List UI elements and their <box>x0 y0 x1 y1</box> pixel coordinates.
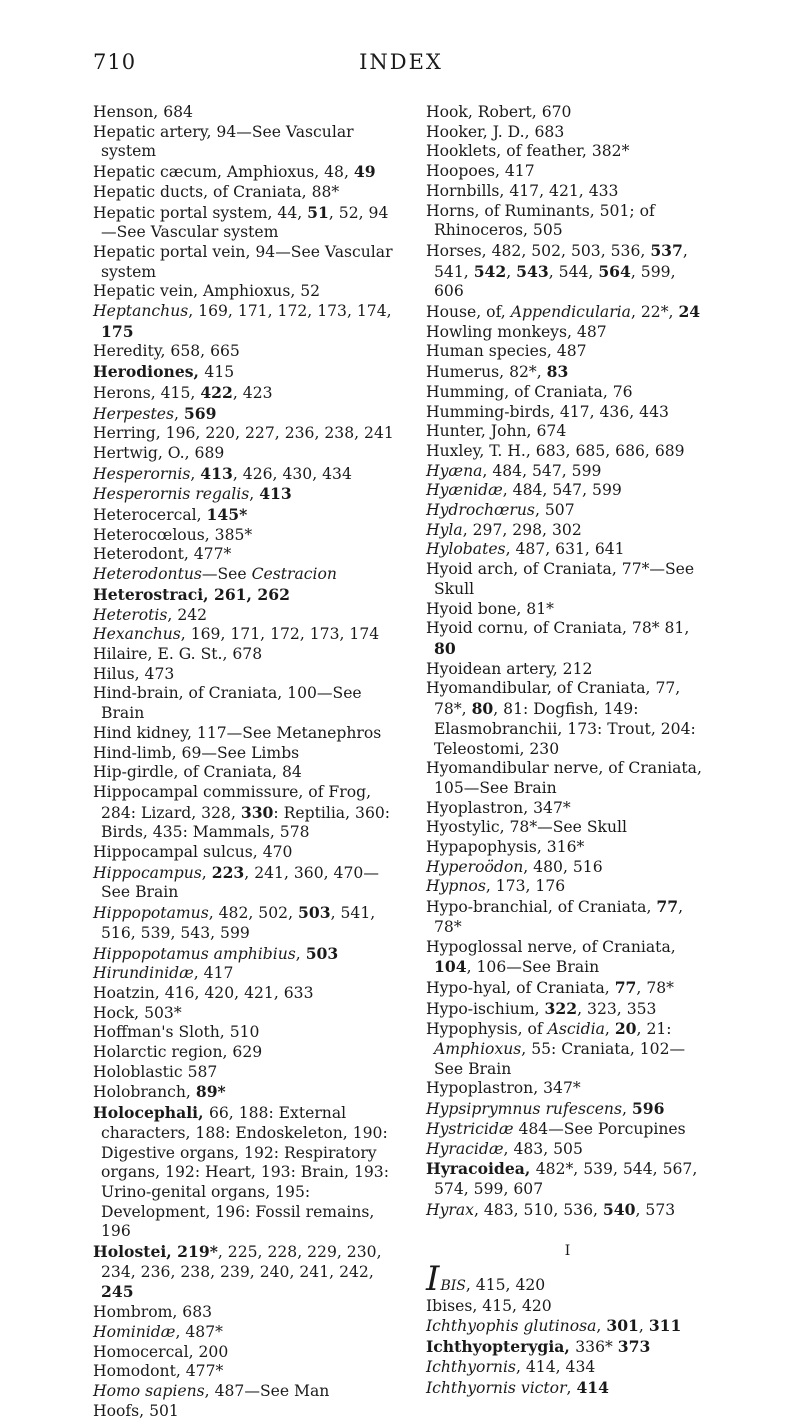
entry-segment: , 323, 353 <box>577 999 657 1018</box>
entry-segment: 569 <box>183 403 217 423</box>
entry-segment: Heterocœlous, 385* <box>93 525 253 544</box>
entry-segment: Cestracion <box>251 565 337 584</box>
index-entry <box>93 863 398 903</box>
index-entry <box>93 162 398 183</box>
index-entry <box>426 1099 710 1120</box>
entry-segment: , <box>174 404 184 423</box>
entry-segment: 542 <box>473 261 507 281</box>
index-entry <box>93 103 398 123</box>
index-entry <box>426 660 710 680</box>
entry-segment: Humming-birds, 417, 436, 443 <box>426 402 669 421</box>
index-entry <box>93 1402 398 1421</box>
index-entry <box>93 625 398 645</box>
entry-segment: , 242 <box>167 605 208 624</box>
entry-segment: 422 <box>200 382 233 402</box>
index-entry <box>426 1358 710 1378</box>
entry-segment: , 78* <box>434 898 684 936</box>
entry-segment: Horns, of Ruminants, 501; of Rhinoceros, 505 <box>426 201 655 240</box>
entry-segment: , 78* <box>636 978 674 997</box>
entry-segment: —See <box>201 565 252 584</box>
entry-segment: 24 <box>678 302 701 322</box>
entry-segment: 373 <box>617 1337 651 1357</box>
entry-segment: Hombrom, 683 <box>93 1303 213 1322</box>
entry-segment: Hoffman's Sloth, 510 <box>93 1023 260 1042</box>
index-entry <box>426 978 710 999</box>
entry-segment: Hypo-hyal, of Craniata, <box>426 978 615 997</box>
entry-segment: , 173, 176 <box>485 877 566 896</box>
index-column-right <box>426 103 710 1398</box>
index-entry <box>426 403 710 423</box>
entry-segment: Hertwig, O., 689 <box>93 443 225 462</box>
entry-segment: , <box>596 1317 607 1336</box>
index-entry <box>93 545 398 565</box>
entry-segment: 503 <box>298 903 331 923</box>
entry-segment: , 106—See Brain <box>466 958 600 977</box>
entry-segment: , 507 <box>534 501 575 520</box>
entry-segment: , 482, 502, <box>208 904 298 923</box>
index-entry <box>93 464 398 485</box>
entry-segment: Heterodont, 477* <box>93 545 232 564</box>
entry-segment: Hydrochœrus <box>426 501 535 520</box>
entry-segment: , 480, 516 <box>523 857 603 876</box>
entry-segment: Hylobates <box>426 540 506 559</box>
entry-segment: Amphioxus <box>434 1040 522 1059</box>
index-entry <box>426 897 710 937</box>
entry-segment: Hook, Robert, 670 <box>426 103 572 121</box>
entry-segment: , 483, 505 <box>503 1139 583 1158</box>
entry-segment: Ichthyopterygia, <box>426 1337 576 1357</box>
entry-segment: , <box>201 863 212 882</box>
index-entry <box>426 383 710 403</box>
entry-segment: Hominidæ <box>93 1322 176 1341</box>
index-entry <box>426 619 710 659</box>
index-entry <box>93 964 398 984</box>
index-entry <box>93 684 398 723</box>
index-entry <box>426 481 710 501</box>
section-letter-i: I <box>564 1243 572 1260</box>
entry-segment: 322 <box>544 998 578 1018</box>
entry-segment: 503 <box>305 943 339 963</box>
page-number: 710 <box>93 50 137 74</box>
index-entry <box>426 422 710 442</box>
entry-segment: 414 <box>576 1377 610 1397</box>
entry-segment: 330 <box>240 802 274 822</box>
entry-segment: Hind-brain, of Craniata, 100—See Brain <box>93 684 362 723</box>
running-head: INDEX <box>359 50 443 74</box>
entry-segment: , 483, 510, 536, <box>473 1200 603 1219</box>
entry-segment: 80 <box>471 699 494 719</box>
entry-segment: Heterotis <box>93 605 168 624</box>
entry-segment: Holostei, 219* <box>93 1242 218 1262</box>
index-entry <box>93 342 398 362</box>
entry-segment: , 169, 171, 172, 173, 174, <box>188 302 392 321</box>
entry-segment: Hypapophysis, 316* <box>426 838 585 857</box>
entry-segment: Hypoglossal nerve, of Craniata, <box>426 937 676 956</box>
index-entry <box>93 724 398 744</box>
entry-segment: , 225, 228, 229, 230, 234, 236, 238, 239, 240, 241, 242, <box>101 1243 382 1281</box>
index-entry <box>93 282 398 302</box>
index-entry <box>426 103 710 123</box>
entry-segment: Humming, of Craniata, 76 <box>426 382 633 401</box>
entry-segment: , 541, 516, 539, 543, 599 <box>101 904 376 942</box>
entry-segment: 482*, 539, 544, 567, 574, 599, 607 <box>434 1160 698 1198</box>
entry-segment: 77 <box>614 977 637 997</box>
index-entry <box>426 342 710 362</box>
entry-segment: , 487, 631, 641 <box>505 540 625 559</box>
entry-segment: 223 <box>211 862 245 882</box>
entry-segment: Hip-girdle, of Craniata, 84 <box>93 763 302 782</box>
page-header <box>93 50 709 80</box>
entry-segment: Herons, 415, <box>93 383 201 402</box>
index-entry <box>426 521 710 541</box>
entry-segment: 564 <box>598 261 631 281</box>
drop-cap-rest: BIS <box>440 1278 466 1295</box>
entry-segment: House, of, <box>426 303 511 322</box>
entry-segment: Hypo-ischium, <box>426 999 545 1018</box>
entry-segment: 83 <box>546 362 569 382</box>
index-entries-i <box>426 1297 710 1399</box>
index-entry <box>426 1079 710 1099</box>
index-entry <box>93 444 398 464</box>
entry-segment: Ichthyornis victor <box>426 1378 567 1397</box>
entry-segment: Homocercal, 200 <box>93 1342 229 1361</box>
entry-segment: Ibises, 415, 420 <box>426 1296 552 1315</box>
entry-segment: , 55: Craniata, 102—See Brain <box>434 1040 686 1078</box>
entry-segment: Herring, 196, 220, 227, 236, 238, 241 <box>93 424 394 443</box>
entry-segment: 245 <box>101 1282 134 1302</box>
index-entry <box>93 383 398 404</box>
index-entry <box>426 1316 710 1337</box>
entry-segment: Appendicularia <box>510 303 631 322</box>
index-entry <box>93 123 398 162</box>
index-entry <box>426 1140 710 1160</box>
index-entry <box>93 665 398 685</box>
entry-segment: Hornbills, 417, 421, 433 <box>426 181 619 200</box>
entry-segment: 413 <box>200 463 233 483</box>
entry-segment: Hyæna <box>426 461 483 480</box>
entry-segment: Hoatzin, 416, 420, 421, 633 <box>93 983 314 1002</box>
entry-segment: Ascidia <box>547 1020 605 1039</box>
entry-segment: Hepatic portal system, 44, <box>93 203 308 222</box>
entry-segment: , 541, <box>434 241 688 281</box>
index-entry <box>93 1023 398 1043</box>
index-entry <box>426 818 710 838</box>
entry-segment: Huxley, T. H., 683, 685, 686, 689 <box>426 441 685 460</box>
entry-segment: Hexanchus <box>93 625 181 644</box>
entry-segment: Human species, 487 <box>426 342 587 361</box>
index-entries-h <box>426 103 710 1220</box>
entry-segment: Hyomandibular nerve, of Craniata, 105—See Brain <box>426 759 702 797</box>
index-entry <box>426 1378 710 1399</box>
entry-segment: 413 <box>259 484 292 504</box>
entry-segment: , 21: <box>636 1020 672 1039</box>
entry-segment: Ichthyophis glutinosa <box>426 1317 597 1336</box>
entry-segment: Ichthyornis <box>426 1357 516 1376</box>
index-entry <box>426 1297 710 1317</box>
entry-segment: Heterostraci, 261, 262 <box>93 584 290 604</box>
index-entry <box>426 123 710 143</box>
entry-segment: Hooker, J. D., 683 <box>426 122 565 141</box>
entry-segment: Hyperoödon <box>426 857 524 876</box>
entry-segment: Hyoid cornu, of Craniata, 78* 81, <box>426 619 690 638</box>
entry-segment: Hock, 503* <box>93 1003 182 1022</box>
entry-segment: , 81: Dogfish, 149: Elasmobranchii, 173: Trout, 204: Teleostomi, 230 <box>434 700 696 758</box>
entry-segment: Hyracidæ <box>426 1139 504 1158</box>
entry-segment: 49 <box>353 162 376 182</box>
entry-segment: Hyracoidea, <box>426 1159 536 1179</box>
index-entry <box>426 1159 710 1199</box>
entry-segment: Howling monkeys, 487 <box>426 322 607 341</box>
entry-segment: Hunter, John, 674 <box>426 422 567 441</box>
entry-segment: 145* <box>206 505 248 525</box>
entry-segment: 66, 188: External characters, 188: Endoskeleton, 190: Digestive organs, 192: Respiratory organs, 192: Heart, 193: Brain, 193: Urino-genital organs, 195: Development, 196: Fossil remains, 196 <box>101 1104 389 1241</box>
entry-segment: 89* <box>195 1082 226 1102</box>
entry-segment: 175 <box>101 321 134 341</box>
entry-segment: , <box>295 944 306 963</box>
entry-segment: 20 <box>614 1019 637 1039</box>
index-entry <box>93 424 398 444</box>
entry-segment: , 484, 547, 599 <box>502 481 622 500</box>
entry-segment: Hypoplastron, 347* <box>426 1079 581 1098</box>
index-entry <box>93 362 398 383</box>
entry-segment: Hirundinidæ <box>93 964 194 983</box>
entry-segment: Heterodontus <box>93 565 202 584</box>
index-entry <box>426 877 710 897</box>
index-entry <box>426 202 710 241</box>
entry-segment: Holobranch, <box>93 1083 196 1102</box>
entry-segment: Hippocampal sulcus, 470 <box>93 843 293 862</box>
index-entry <box>426 540 710 560</box>
index-entry <box>426 1200 710 1221</box>
entry-segment: , 573 <box>635 1200 676 1219</box>
entry-segment: , <box>566 1378 577 1397</box>
entry-segment: , 241, 360, 470—See Brain <box>101 863 379 902</box>
entry-segment: , 22*, <box>630 303 679 322</box>
index-entry <box>93 744 398 764</box>
entry-segment: , <box>638 1317 649 1336</box>
entry-segment: Hypophysis, of <box>426 1020 548 1039</box>
index-entry <box>93 243 398 282</box>
index-entry <box>93 1242 398 1303</box>
index-entry <box>93 203 398 243</box>
index-entry <box>426 759 710 798</box>
entry-segment: , 484, 547, 599 <box>482 461 602 480</box>
entry-segment: 77 <box>656 897 679 917</box>
entry-segment: Hepatic portal vein, 94—See Vascular system <box>93 242 393 281</box>
index-entry <box>93 585 398 606</box>
entry-segment: Hilus, 473 <box>93 664 175 683</box>
entry-segment: , 426, 430, 434 <box>232 464 352 483</box>
index-entry <box>426 858 710 878</box>
index-entry <box>93 783 398 843</box>
index-entry <box>426 1120 710 1140</box>
index-entry <box>426 999 710 1020</box>
entry-segment: Homodont, 477* <box>93 1362 224 1381</box>
index-entry <box>93 944 398 965</box>
index-entry <box>93 1063 398 1083</box>
entry-segment: Heredity, 658, 665 <box>93 342 240 361</box>
index-entry <box>93 1343 398 1363</box>
entry-segment: Holarctic region, 629 <box>93 1043 263 1062</box>
entry-segment: Hepatic artery, 94—See Vascular system <box>93 122 354 161</box>
entry-segment: Hypnos <box>426 877 486 896</box>
entry-segment: 484—See Porcupines <box>513 1119 686 1138</box>
entry-segment: Hind-limb, 69—See Limbs <box>93 743 300 762</box>
entry-segment: Hesperornis <box>93 464 191 483</box>
entry-segment: 415 <box>204 363 235 382</box>
index-entry <box>426 462 710 482</box>
entry-pages: , 415, 420 <box>465 1276 546 1295</box>
index-entry <box>93 1323 398 1343</box>
index-entry <box>93 302 398 342</box>
entry-segment: , <box>190 464 201 483</box>
entry-segment: Heterocercal, <box>93 506 207 525</box>
entry-segment: Hippocampus <box>93 863 202 882</box>
index-entry <box>426 1337 710 1358</box>
entry-segment: , 544, <box>548 262 599 281</box>
entry-segment: Holocephali, <box>93 1103 209 1123</box>
entry-segment: Hyrax <box>426 1200 474 1219</box>
entry-segment: 596 <box>631 1099 665 1119</box>
index-column-left <box>93 103 398 1421</box>
entry-segment: Hoofs, 501 <box>93 1401 179 1420</box>
index-entry <box>426 302 710 323</box>
entry-segment: Hippopotamus amphibius <box>93 944 296 963</box>
entry-segment: 80 <box>434 638 456 658</box>
entry-segment: Humerus, 82*, <box>426 363 547 382</box>
entry-segment: , 599, 606 <box>434 262 676 301</box>
index-entry <box>93 1382 398 1402</box>
entry-segment: Hoopoes, 417 <box>426 162 535 181</box>
index-entry <box>93 1103 398 1242</box>
index-entry <box>93 606 398 626</box>
entry-segment: Hyomandibular, of Craniata, 77, 78*, <box>426 679 681 719</box>
entry-segment: Hyænidæ <box>426 481 503 500</box>
index-entry <box>426 501 710 521</box>
entry-segment: Hypo-branchial, of Craniata, <box>426 898 657 917</box>
entry-segment: Hilaire, E. G. St., 678 <box>93 644 263 663</box>
entry-segment: Hepatic ducts, of Craniata, 88* <box>93 182 340 201</box>
entry-segment: , 414, 434 <box>515 1357 596 1376</box>
index-entry <box>426 162 710 182</box>
index-entry <box>426 838 710 858</box>
index-entry <box>93 1082 398 1103</box>
entry-segment: 104 <box>434 957 467 977</box>
index-entry <box>93 505 398 526</box>
index-entry <box>426 679 710 759</box>
entry-segment: , <box>621 1100 632 1119</box>
entry-segment: Hyla <box>426 520 463 539</box>
entry-segment: , <box>249 485 260 504</box>
entry-segment: Herpestes <box>93 404 174 423</box>
index-entry <box>426 182 710 202</box>
entry-segment: 301 <box>606 1316 639 1336</box>
entry-segment: Hyoplastron, 347* <box>426 798 571 817</box>
index-entry <box>93 843 398 863</box>
index-entry <box>93 984 398 1004</box>
index-entry <box>426 938 710 978</box>
index-entry <box>426 241 710 302</box>
entry-segment: , 52, 94—See Vascular system <box>101 203 389 242</box>
entry-segment: 51 <box>307 202 329 222</box>
entry-segment: Horses, 482, 502, 503, 536, <box>426 241 651 260</box>
index-entry <box>93 903 398 943</box>
entry-segment: , 487—See Man <box>204 1382 330 1400</box>
entry-segment: , 417 <box>193 964 234 983</box>
entry-segment: Homo sapiens <box>93 1382 205 1400</box>
entry-segment: Hyoid arch, of Craniata, 77*—See Skull <box>426 560 695 598</box>
entry-segment: Hyoidean artery, 212 <box>426 659 593 678</box>
index-entry <box>93 1043 398 1063</box>
entry-segment: Holoblastic 587 <box>93 1062 218 1081</box>
entry-segment: Heptanchus <box>93 302 189 321</box>
index-entry <box>93 1303 398 1323</box>
entry-segment: 543 <box>516 261 549 281</box>
index-entry <box>426 142 710 162</box>
entry-segment: Hepatic cæcum, Amphioxus, 48, <box>93 163 354 182</box>
entry-segment: Hyoid bone, 81* <box>426 599 554 618</box>
index-entry <box>426 799 710 819</box>
entry-segment: , 487* <box>175 1322 223 1341</box>
entry-segment: 537 <box>650 240 683 260</box>
index-entry <box>93 763 398 783</box>
entry-segment: , 169, 171, 172, 173, 174 <box>180 625 380 644</box>
entry-segment: 336* <box>575 1338 618 1357</box>
index-entry <box>93 484 398 505</box>
index-entry <box>426 323 710 343</box>
drop-cap: I <box>426 1259 440 1300</box>
index-entry <box>93 526 398 546</box>
entry-segment: , 297, 298, 302 <box>462 520 582 539</box>
entry-segment: Henson, 684 <box>93 103 193 121</box>
index-entry <box>93 1362 398 1382</box>
index-entry <box>93 183 398 203</box>
index-entry <box>93 565 398 585</box>
index-entry <box>426 362 710 383</box>
index-entry <box>93 645 398 665</box>
entry-segment: Hooklets, of feather, 382* <box>426 142 630 161</box>
entry-segment: Hippopotamus <box>93 904 209 923</box>
entry-segment: Hystricidæ <box>426 1119 514 1138</box>
entry-segment: Herodiones, <box>93 362 205 382</box>
entry-segment: Hind kidney, 117—See Metanephros <box>93 723 382 742</box>
entry-segment: , <box>604 1020 615 1039</box>
entry-segment: : Reptilia, 360: Birds, 435: Mammals, 578 <box>101 803 391 842</box>
entry-segment: Hyostylic, 78*—See Skull <box>426 818 627 837</box>
entry-segment: 540 <box>602 1199 636 1219</box>
index-entry <box>93 404 398 425</box>
index-entry <box>426 1019 710 1079</box>
index-entry <box>426 560 710 599</box>
index-entry <box>93 1004 398 1024</box>
index-entry <box>426 1259 710 1300</box>
entry-segment: Hepatic vein, Amphioxus, 52 <box>93 282 321 301</box>
index-entry <box>426 442 710 462</box>
entry-segment: 311 <box>648 1316 682 1336</box>
entry-segment: , <box>506 262 517 281</box>
entry-segment: Hippocampal commissure, of Frog, 284: Lizard, 328, <box>93 782 372 822</box>
entry-segment: Hypsiprymnus rufescens <box>426 1100 622 1119</box>
entry-segment: , 423 <box>232 383 273 402</box>
entry-segment: Hesperornis regalis <box>93 485 250 504</box>
index-entry <box>426 600 710 620</box>
